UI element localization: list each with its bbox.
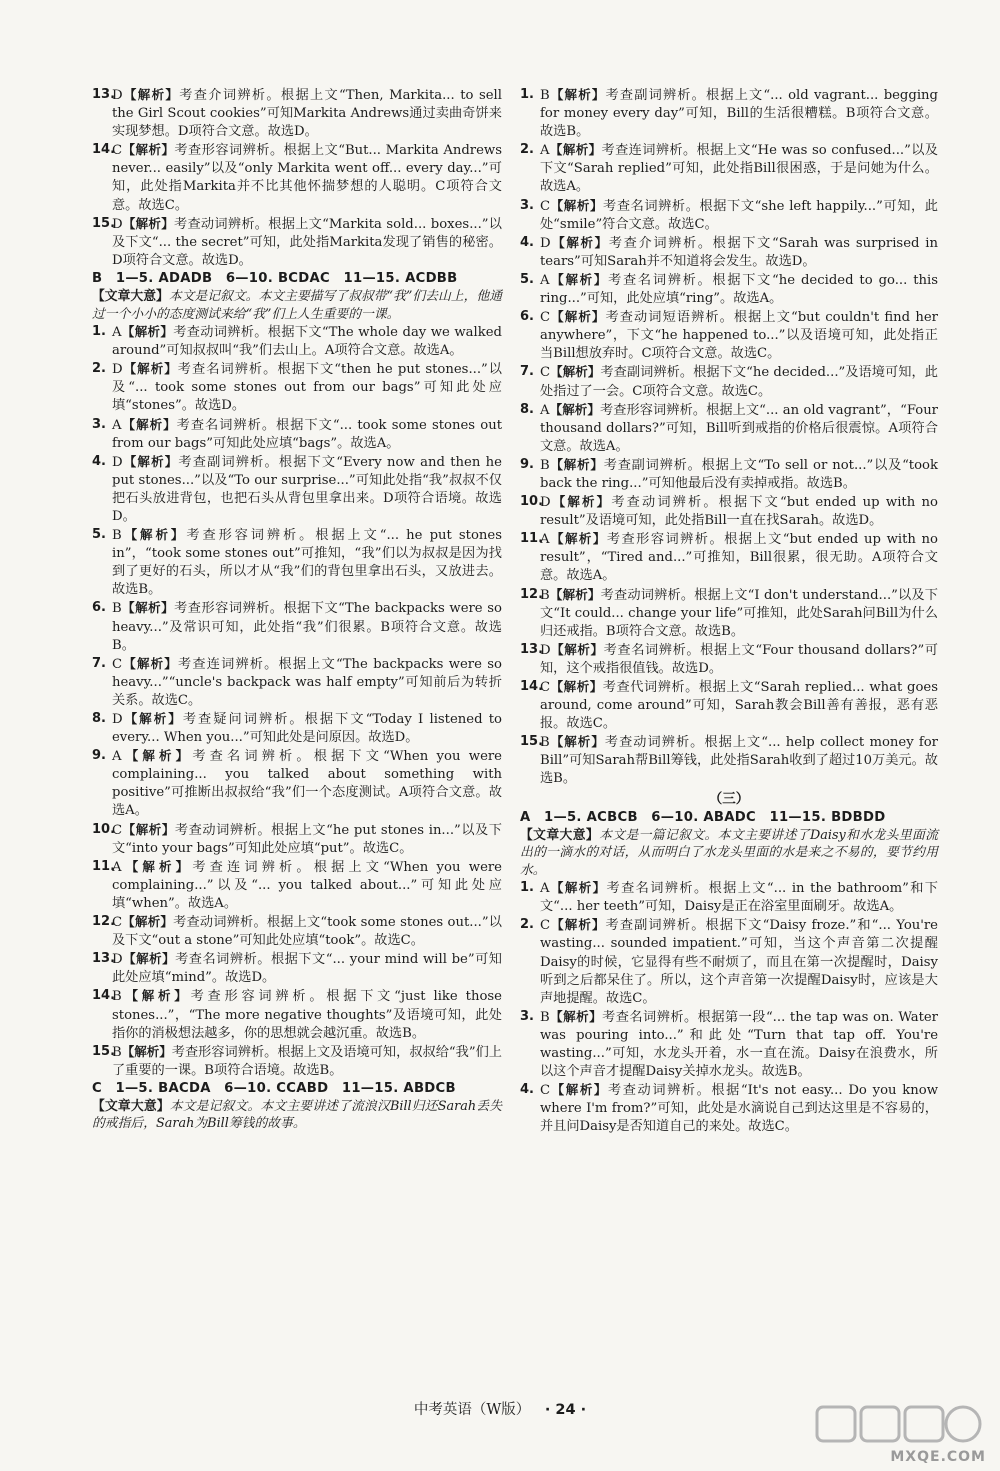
item-number: 3. bbox=[520, 1008, 534, 1024]
analysis-text: 考查副词辨析。根据下文“Daisy froze.”和“... You're wasting... sounded impatient.”可知，当这个声音第二次提醒Daisy的时候，它显得有些不耐烦了，而且在第一次提醒时，Daisy听到之后都呆住了。所以，这个声音第一次提醒Daisy时，应该是大声地提醒。故选C。 bbox=[540, 918, 938, 1006]
item-number: 11. bbox=[92, 858, 116, 874]
article-summary bbox=[92, 288, 502, 323]
item-number: 4. bbox=[520, 1082, 534, 1098]
answer-letter: B bbox=[112, 601, 122, 617]
analysis-tag: 【解析】 bbox=[550, 641, 604, 657]
analysis-text: 考查疑问词辨析。根据下文“Today I listened to every... When you...”可知此处是问原因。故选D。 bbox=[112, 712, 502, 746]
answer-item bbox=[92, 655, 502, 710]
answer-item bbox=[92, 710, 502, 747]
answer-letter: D bbox=[112, 88, 123, 103]
answer-letter: C bbox=[540, 365, 551, 381]
answer-letter: B bbox=[540, 88, 550, 103]
analysis-tag: 【解析】 bbox=[122, 914, 174, 930]
item-number: 9. bbox=[92, 748, 106, 764]
item-number: 13. bbox=[520, 641, 544, 657]
answer-item bbox=[520, 141, 938, 196]
article-summary bbox=[92, 1098, 502, 1133]
analysis-tag: 【解析】 bbox=[549, 456, 604, 472]
item-number: 14. bbox=[520, 679, 544, 694]
summary-text: 本文是一篇记叙文。本文主要讲述了Daisy和水龙头里面流出的一滴水的对话，从而明白了水龙头里面的水是来之不易的，要节约用水。 bbox=[520, 827, 939, 878]
answer-letter: D bbox=[112, 454, 123, 470]
analysis-tag: 【解析】 bbox=[122, 711, 183, 726]
item-number: 6. bbox=[520, 309, 534, 325]
answer-item bbox=[520, 456, 938, 493]
item-number: 13. bbox=[92, 87, 116, 102]
analysis-text: 考查介词辨析。根据下文“Sarah was surprised in tears”可知Sarah并不知道将会发生。故选D。 bbox=[540, 235, 938, 269]
answer-letter: C bbox=[540, 680, 551, 695]
analysis-text: 考查连词辨析。根据上文“The backpacks were so heavy...”“uncle's backpack was half empty”可知前后为转折关系。故选C。 bbox=[112, 656, 502, 708]
answer-item bbox=[92, 858, 502, 913]
answer-item bbox=[92, 987, 502, 1042]
answer-item bbox=[520, 530, 938, 585]
analysis-tag: 【解析】 bbox=[550, 1082, 609, 1098]
analysis-text: 考查形容词辨析。根据下文“The backpacks were so heavy...”及常识可知，此处指“我”们很累。B项符合文意。故选B。 bbox=[112, 601, 502, 653]
answer-item bbox=[92, 323, 502, 360]
right-column bbox=[520, 86, 938, 1136]
answer-item bbox=[520, 197, 938, 234]
section-answers: C 1—5. BACDA 6—10. CCABD 11—15. ABDCB bbox=[92, 1080, 456, 1096]
analysis-text: 考查名词辨析。根据下文“then he put stones...”以及“... took some stones out from our bags”可知此处应填“stones”。故选D。 bbox=[112, 362, 502, 414]
summary-tag: 【文章大意】 bbox=[92, 1098, 170, 1114]
item-number: 8. bbox=[92, 711, 106, 726]
item-number: 12. bbox=[520, 586, 544, 602]
article-summary bbox=[520, 827, 938, 880]
answer-item bbox=[92, 141, 502, 214]
answer-letter: C bbox=[540, 918, 551, 934]
answer-letter: C bbox=[540, 198, 551, 214]
answer-item bbox=[92, 86, 502, 141]
answer-item bbox=[92, 821, 502, 858]
summary-text: 本文是记叙文。本文主要讲述了流浪汉Bill归还Sarah丢失的戒指后，Sarah为Bill筹钱的故事。 bbox=[92, 1098, 502, 1132]
answer-item bbox=[520, 586, 938, 641]
answer-item bbox=[92, 526, 502, 599]
analysis-tag: 【解析】 bbox=[549, 1008, 603, 1024]
answer-item bbox=[520, 1081, 938, 1136]
summary-tag: 【文章大意】 bbox=[92, 289, 169, 305]
answer-item bbox=[92, 950, 502, 987]
answer-item bbox=[520, 1008, 938, 1081]
analysis-text: 考查介词辨析。根据上文“Then, Markita... to sell the Girl Scout cookies”可知Markita Andrews通过卖曲奇饼来实现梦想。D项符合文意。故选D。 bbox=[112, 88, 502, 140]
analysis-text: 考查副词辨析。根据上文“... old vagrant... begging for money every day”可知，Bill的生活很糟糕。B项符合文意。故选B。 bbox=[540, 88, 938, 140]
analysis-tag: 【解析】 bbox=[549, 531, 607, 547]
analysis-text: 考查形容词辨析。根据上文“But... Markita Andrews never... easily”以及“only Markita went off... every day...”可知，此处指Markita并不比其他怀揣梦想的人聪明。C项符合文意。故选C。 bbox=[112, 143, 502, 213]
item-number: 14. bbox=[92, 988, 116, 1004]
section-answers: B 1—5. ADADB 6—10. BCDAC 11—15. ACDBB bbox=[92, 270, 458, 286]
answer-item bbox=[520, 308, 938, 363]
item-number: 7. bbox=[520, 364, 534, 380]
item-number: 4. bbox=[520, 234, 534, 250]
analysis-tag: 【解析】 bbox=[122, 821, 175, 837]
analysis-text: 考查副词辨析。根据上文“To sell or not...”以及“took back the ring...”可知他最后没有卖掉戒指。故选B。 bbox=[540, 457, 938, 491]
analysis-text: 考查动词辨析。根据上文“took some stones out...”以及下文“out a stone”可知此处应填“took”。故选C。 bbox=[112, 915, 502, 949]
analysis-text: 考查代词辨析。根据上文“Sarah replied... what goes around, come around”可知，Sarah教会Bill善有善报，恶有恶报。故选C。 bbox=[540, 680, 938, 732]
analysis-tag: 【解析】 bbox=[549, 87, 606, 102]
analysis-tag: 【解析】 bbox=[122, 142, 175, 158]
answer-item bbox=[520, 879, 938, 916]
analysis-tag: 【解析】 bbox=[549, 401, 600, 417]
answer-letter: D bbox=[112, 362, 123, 378]
answer-letter: B bbox=[112, 1044, 122, 1060]
answer-letter: B bbox=[540, 735, 550, 751]
answer-item bbox=[92, 453, 502, 526]
answer-item bbox=[520, 733, 938, 788]
analysis-text: 考查连词辨析。根据上文“When you were complaining...”以及“... you talked about...”可知此处应填“when”。故选A。 bbox=[112, 859, 502, 911]
analysis-text: 考查动词辨析。根据“It's not easy... Do you know where I'm from?”可知，此处是水滴说自己到达这里是不容易的，并且问Daisy是否知道自己的来处。故选C。 bbox=[540, 1083, 938, 1135]
analysis-text: 考查形容词辨析。根据下文“just like those stones...”，“The more negative thoughts”及语境可知，此处指你的消极想法越多，你的思想就会越沉重。故选B。 bbox=[112, 989, 502, 1041]
analysis-tag: 【解析】 bbox=[550, 494, 612, 510]
analysis-tag: 【解析】 bbox=[121, 1043, 172, 1059]
item-number: 9. bbox=[520, 456, 534, 472]
answer-letter: D bbox=[112, 216, 123, 232]
answer-item bbox=[520, 678, 938, 733]
answer-letter: A bbox=[540, 272, 550, 288]
watermark-logo bbox=[811, 1403, 986, 1465]
item-number: 7. bbox=[92, 655, 106, 671]
analysis-tag: 【解析】 bbox=[549, 142, 602, 158]
answer-item bbox=[520, 234, 938, 271]
item-number: 5. bbox=[92, 527, 106, 543]
analysis-tag: 【解析】 bbox=[121, 858, 193, 874]
answer-letter: C bbox=[112, 656, 123, 672]
answer-letter: C bbox=[112, 822, 123, 838]
analysis-tag: 【解析】 bbox=[122, 655, 178, 671]
analysis-tag: 【解析】 bbox=[550, 234, 609, 250]
analysis-tag: 【解析】 bbox=[122, 951, 176, 967]
analysis-tag: 【解析】 bbox=[550, 364, 601, 380]
answer-letter: B bbox=[112, 528, 122, 544]
answer-item bbox=[92, 360, 502, 415]
analysis-tag: 【解析】 bbox=[121, 324, 174, 340]
answer-letter: D bbox=[540, 235, 551, 251]
answer-letter: C bbox=[112, 915, 123, 931]
answer-item bbox=[92, 215, 502, 270]
answer-letter: C bbox=[112, 143, 123, 159]
answer-letter: D bbox=[112, 712, 123, 727]
analysis-tag: 【解析】 bbox=[550, 917, 606, 933]
analysis-tag: 【解析】 bbox=[122, 87, 180, 102]
analysis-tag: 【解析】 bbox=[549, 734, 605, 750]
analysis-tag: 【解析】 bbox=[121, 988, 191, 1004]
analysis-text: 考查动词辨析。根据下文“The whole day we walked around”可知叔叔叫“我”们去山上。A项符合文意。故选A。 bbox=[112, 325, 502, 359]
item-number: 15. bbox=[520, 734, 544, 750]
analysis-text: 考查动词辨析。根据上文“... help collect money for Bill”可知Sarah帮Bill筹钱，此处指Sarah收到了超过10万美元。故选B。 bbox=[540, 735, 938, 787]
item-number: 8. bbox=[520, 401, 534, 417]
summary-tag: 【文章大意】 bbox=[520, 827, 600, 843]
summary-text: 本文是记叙文。本文主要描写了叔叔带“我”们去山上，他通过一个小小的态度测试来给“我”们上人生重要的一课。 bbox=[92, 289, 502, 322]
analysis-text: 考查形容词辨析。根据上文“... an old vagrant”，“Four thousand dollars?”可知，Bill听到戒指的价格后很震惊。A项符合文意。故选A。 bbox=[540, 402, 938, 454]
analysis-text: 考查形容词辨析。根据上文及语境可知，叔叔给“我”们上了重要的一课。B项符合语境。故选B。 bbox=[112, 1044, 502, 1078]
analysis-tag: 【解析】 bbox=[121, 748, 193, 764]
page-number: · 24 · bbox=[544, 1402, 587, 1418]
answer-letter: D bbox=[540, 495, 551, 511]
answer-letter: C bbox=[540, 310, 551, 326]
answer-letter: D bbox=[540, 642, 551, 658]
answer-item bbox=[520, 493, 938, 530]
answer-letter: B bbox=[540, 457, 550, 473]
item-number: 10. bbox=[520, 494, 544, 510]
answer-letter: C bbox=[540, 1083, 551, 1099]
item-number: 12. bbox=[92, 914, 116, 930]
answer-letter: B bbox=[540, 587, 550, 603]
answer-letter: A bbox=[112, 749, 122, 765]
left-column bbox=[92, 86, 502, 1133]
answer-letter: A bbox=[540, 402, 550, 418]
analysis-tag: 【解析】 bbox=[549, 271, 609, 287]
analysis-text: 考查名词辨析。根据上文“... in the bathroom”和下文“... her teeth”可知，Daisy是正在浴室里面刷牙。故选A。 bbox=[540, 881, 938, 915]
item-number: 4. bbox=[92, 453, 106, 469]
answer-item bbox=[520, 271, 938, 308]
analysis-tag: 【解析】 bbox=[121, 416, 177, 432]
answer-letter: D bbox=[112, 952, 123, 968]
section-answers: A 1—5. ACBCB 6—10. ABADC 11—15. BDBDD bbox=[520, 809, 886, 825]
item-number: 5. bbox=[520, 271, 534, 287]
answer-letter: A bbox=[540, 143, 550, 159]
item-number: 3. bbox=[520, 197, 534, 213]
answer-item bbox=[520, 401, 938, 456]
analysis-text: 考查名词辨析。根据下文“... took some stones out from our bags”可知此处应填“bags”。故选A。 bbox=[112, 417, 502, 451]
answer-letter: B bbox=[540, 1009, 550, 1025]
answer-item bbox=[92, 599, 502, 654]
analysis-tag: 【解析】 bbox=[121, 527, 187, 543]
analysis-text: 考查形容词辨析。根据上文“but ended up with no result”，“Tired and...”可推知，Bill很累，很无助。A项符合文意。故选A。 bbox=[540, 532, 938, 584]
analysis-text: 考查连词辨析。根据上文“He was so confused...”以及下文“Sarah replied”可知，此处指Bill很困惑，于是问她为什么。故选A。 bbox=[540, 143, 938, 195]
item-number: 1. bbox=[520, 880, 534, 896]
item-number: 15. bbox=[92, 215, 116, 231]
analysis-text: 考查副词辨析。根据下文“Every now and then he put stones...”以及“To our surprise...”可知此处指“我”叔叔不仅把石头放进背包，也把石头从背包里拿出来。D项符合语境。故选D。 bbox=[112, 454, 502, 524]
analysis-text: 考查动词短语辨析。根据上文“but couldn't find her anywhere”，下文“he happened to...”以及语境可知，此处指正当Bill想放弃时。C项符合文意。故选C。 bbox=[540, 310, 938, 362]
answer-item bbox=[92, 416, 502, 453]
analysis-tag: 【解析】 bbox=[121, 600, 175, 616]
item-number: 2. bbox=[92, 361, 106, 377]
item-number: 2. bbox=[520, 142, 534, 158]
analysis-text: 考查名词辨析。根据下文“... your mind will be”可知此处应填“mind”。故选D。 bbox=[112, 952, 502, 986]
item-number: 3. bbox=[92, 416, 106, 432]
item-number: 1. bbox=[520, 87, 534, 102]
analysis-tag: 【解析】 bbox=[550, 309, 606, 325]
analysis-text: 考查名词辨析。根据下文“When you were complaining... you talked about something with positive”可推断出叔叔给“我”们一个态度测试。A项符合文意。故选A。 bbox=[112, 749, 502, 819]
answer-item bbox=[520, 916, 938, 1007]
item-number: 13. bbox=[92, 951, 116, 967]
answer-letter: B bbox=[112, 989, 122, 1005]
analysis-tag: 【解析】 bbox=[550, 679, 603, 694]
answer-letter: A bbox=[540, 532, 550, 548]
answer-letter: A bbox=[112, 859, 122, 875]
answer-letter: A bbox=[540, 881, 550, 897]
item-number: 2. bbox=[520, 917, 534, 933]
answer-item bbox=[520, 641, 938, 678]
analysis-text: 考查名词辨析。根据上文“Four thousand dollars?”可知，这个戒指很值钱。故选D。 bbox=[540, 642, 938, 676]
analysis-text: 考查名词辨析。根据第一段“... the tap was on. Water was pouring into...”和此处“Turn that tap off. You're wasting...”可知，水龙头开着，水一直在流。Daisy在浪费水，所以这个声音才提醒Daisy关掉水龙头。故选B。 bbox=[540, 1009, 938, 1080]
analysis-text: 考查形容词辨析。根据上文“... he put stones in”，“took some stones out”可推知，“我”们以为叔叔是因为找到了更好的石头，所以才从“我”们的背包里拿出石头，又放进去。故选B。 bbox=[112, 528, 502, 598]
book-title: 中考英语（W版） bbox=[413, 1402, 531, 1418]
analysis-text: 考查动词辨析。根据上文“I don't understand...”以及下文“It could... change your life”可推知，此处Sarah问Bill为什么归还戒指。B项符合文意。故选B。 bbox=[540, 587, 938, 639]
analysis-tag: 【解析】 bbox=[549, 586, 601, 602]
answer-letter: A bbox=[112, 417, 122, 433]
analysis-text: 考查动词辨析。根据上文“he put stones in...”以及下文“into your bags”可知此处应填“put”。故选C。 bbox=[112, 822, 502, 856]
answer-item bbox=[92, 747, 502, 820]
answer-item bbox=[92, 1043, 502, 1080]
item-number: 6. bbox=[92, 600, 106, 616]
answer-item bbox=[92, 913, 502, 950]
answer-item bbox=[520, 86, 938, 141]
part-title: （三） bbox=[708, 790, 750, 807]
analysis-text: 考查副词辨析。根据下文“he decided...”及语境可知，此处指过了一会。C项符合文意。故选C。 bbox=[540, 365, 938, 399]
item-number: 1. bbox=[92, 324, 106, 340]
watermark-text: MXQE.COM bbox=[890, 1449, 986, 1465]
analysis-tag: 【解析】 bbox=[122, 361, 178, 377]
item-number: 11. bbox=[520, 531, 544, 547]
item-number: 15. bbox=[92, 1043, 116, 1059]
analysis-text: 考查动词辨析。根据下文“but ended up with no result”及语境可知，此处指Bill一直在找Sarah。故选D。 bbox=[540, 495, 938, 529]
analysis-tag: 【解析】 bbox=[550, 197, 604, 213]
item-number: 10. bbox=[92, 821, 116, 837]
analysis-tag: 【解析】 bbox=[122, 215, 174, 231]
analysis-text: 考查名词辨析。根据下文“she left happily...”可知，此处“smile”符合文意。故选C。 bbox=[540, 198, 938, 232]
answer-letter: A bbox=[112, 325, 122, 341]
analysis-tag: 【解析】 bbox=[122, 453, 179, 469]
item-number: 14. bbox=[92, 142, 116, 158]
analysis-tag: 【解析】 bbox=[549, 880, 607, 896]
analysis-text: 考查动词辨析。根据上文“Markita sold... boxes...”以及下文“... the secret”可知，此处指Markita发现了销售的秘密。D项符合文意。故选D。 bbox=[112, 216, 502, 268]
analysis-text: 考查名词辨析。根据下文“he decided to go... this ring...”可知，此处应填“ring”。故选A。 bbox=[540, 272, 938, 307]
answer-item bbox=[520, 363, 938, 400]
